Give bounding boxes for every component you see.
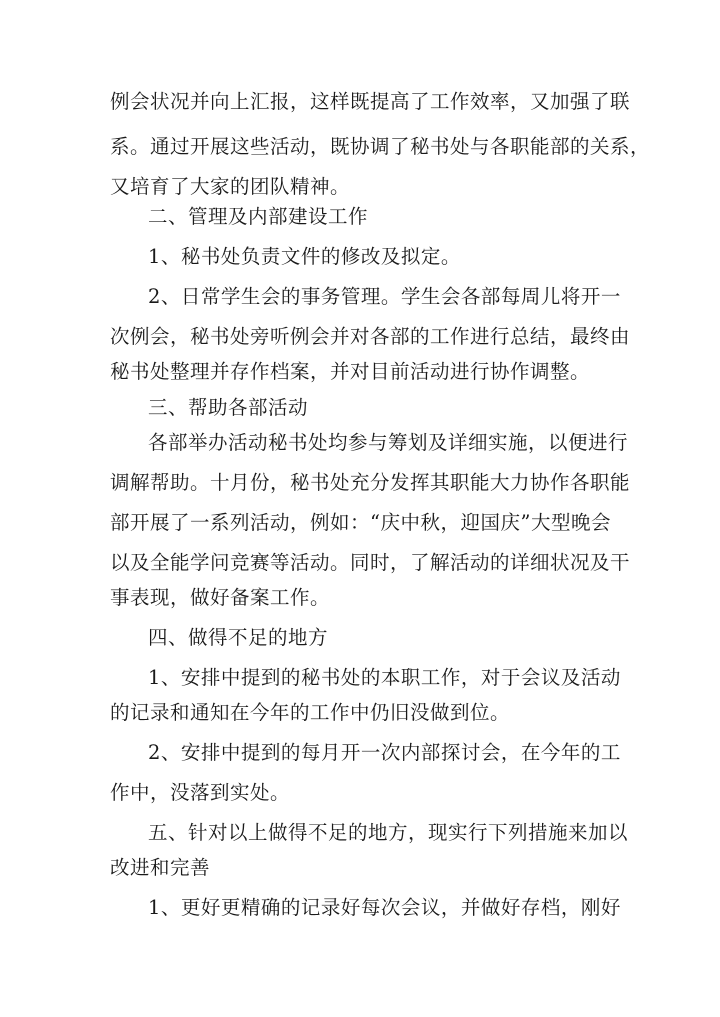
text-line: 调解帮助。十月份，秘书处充分发挥其职能大力协作各职能 — [110, 471, 631, 494]
text-line: 事表现，做好备案工作。 — [110, 586, 331, 609]
text-line: 次例会，秘书处旁听例会并对各部的工作进行总结，最终由 — [110, 325, 631, 348]
text-line: 秘书处整理并存作档案，并对目前活动进行协作调整。 — [110, 360, 591, 383]
text-line: 以及全能学问竞赛等活动。同时，了解活动的详细状况及干 — [110, 551, 631, 574]
text-line: 的记录和通知在今年的工作中仍旧没做到位。 — [110, 701, 511, 724]
paragraph-start: 各部举办活动秘书处均参与筹划及详细实施，以便进行 — [148, 431, 629, 454]
list-item: 1、秘书处负责文件的修改及拟定。 — [148, 245, 461, 268]
section-heading: 二、管理及内部建设工作 — [148, 205, 369, 228]
text-line: 部开展了一系列活动，例如：“庆中秋，迎国庆”大型晚会 — [110, 511, 611, 534]
section-heading: 三、帮助各部活动 — [148, 396, 309, 419]
list-item: 1、安排中提到的秘书处的本职工作，对于会议及活动 — [148, 666, 621, 689]
text-line: 又培育了大家的团队精神。 — [110, 175, 351, 198]
text-line: 系。通过开展这些活动，既协调了秘书处与各职能部的关系， — [110, 135, 651, 158]
list-item: 2、安排中提到的每月开一次内部探讨会，在今年的工 — [148, 741, 621, 764]
list-item: 2、日常学生会的事务管理。学生会各部每周儿将开一 — [148, 285, 621, 308]
text-line: 作中，没落到实处。 — [110, 781, 291, 804]
section-heading: 五、针对以上做得不足的地方，现实行下列措施来加以 — [148, 821, 629, 844]
text-line: 改进和完善 — [110, 856, 211, 879]
text-line: 例会状况并向上汇报，这样既提高了工作效率，又加强了联 — [110, 90, 631, 113]
section-heading: 四、做得不足的地方 — [148, 626, 329, 649]
list-item: 1、更好更精确的记录好每次会议，并做好存档，刚好 — [148, 896, 621, 919]
